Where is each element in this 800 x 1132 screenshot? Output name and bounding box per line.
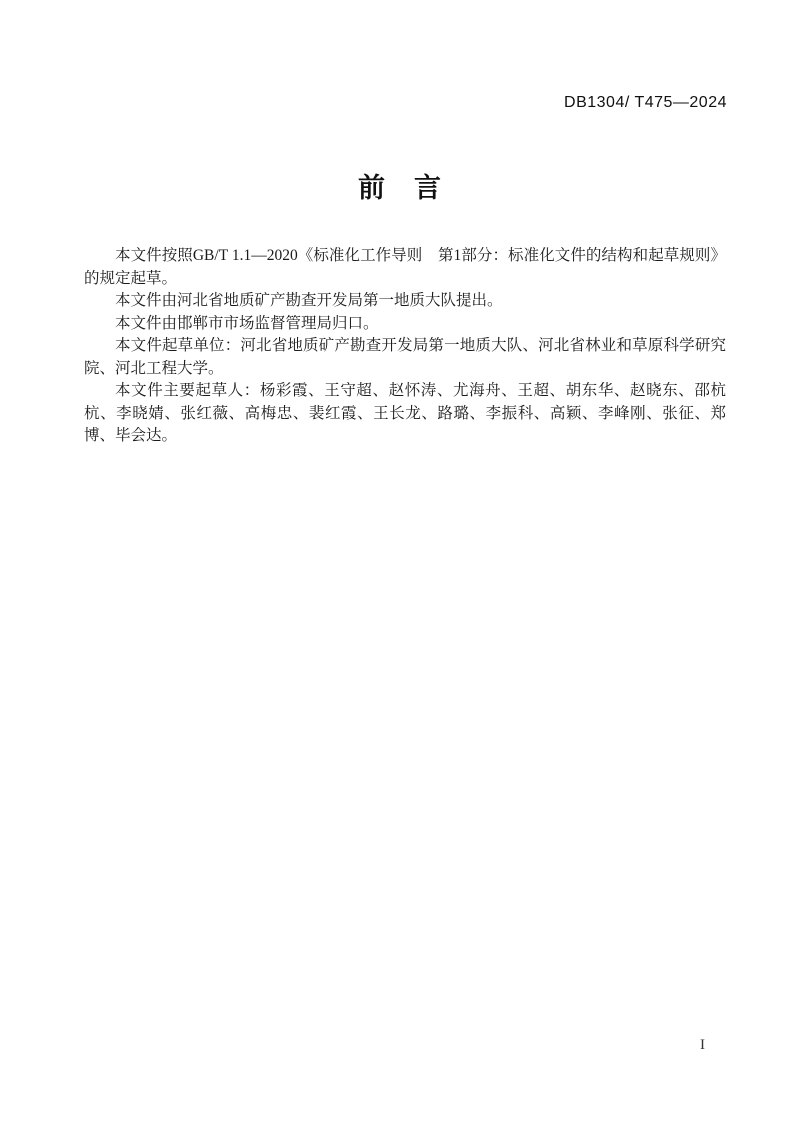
page-number: I	[700, 1037, 705, 1053]
foreword-body	[84, 245, 726, 448]
page-title: 前 言	[358, 173, 442, 203]
paragraph-proposed-by: 本文件由河北省地质矿产勘查开发局第一地质大队提出。	[115, 292, 503, 309]
paragraph-drafting-organizations: 本文件起草单位：河北省地质矿产勘查开发局第一地质大队、河北省林业和草原科学研究院、河北工程大学。	[84, 337, 726, 377]
paragraph-centralized-by: 本文件由邯郸市市场监督管理局归口。	[115, 314, 379, 332]
paragraph-main-drafters: 本文件主要起草人：杨彩霞、王守超、赵怀涛、尤海舟、王超、胡东华、赵晓东、邵杭杭、李晓婧、张红薇、高梅忠、裴红霞、王长龙、路璐、李振科、高颖、李峰刚、张征、郑博、毕会达。	[84, 382, 726, 444]
document-code: DB1304/ T475—2024	[564, 94, 727, 111]
paragraph-drafting-rules: 本文件按照GB/T 1.1—2020《标准化工作导则 第1部分：标准化文件的结构和起草规则》的规定起草。	[84, 247, 726, 287]
